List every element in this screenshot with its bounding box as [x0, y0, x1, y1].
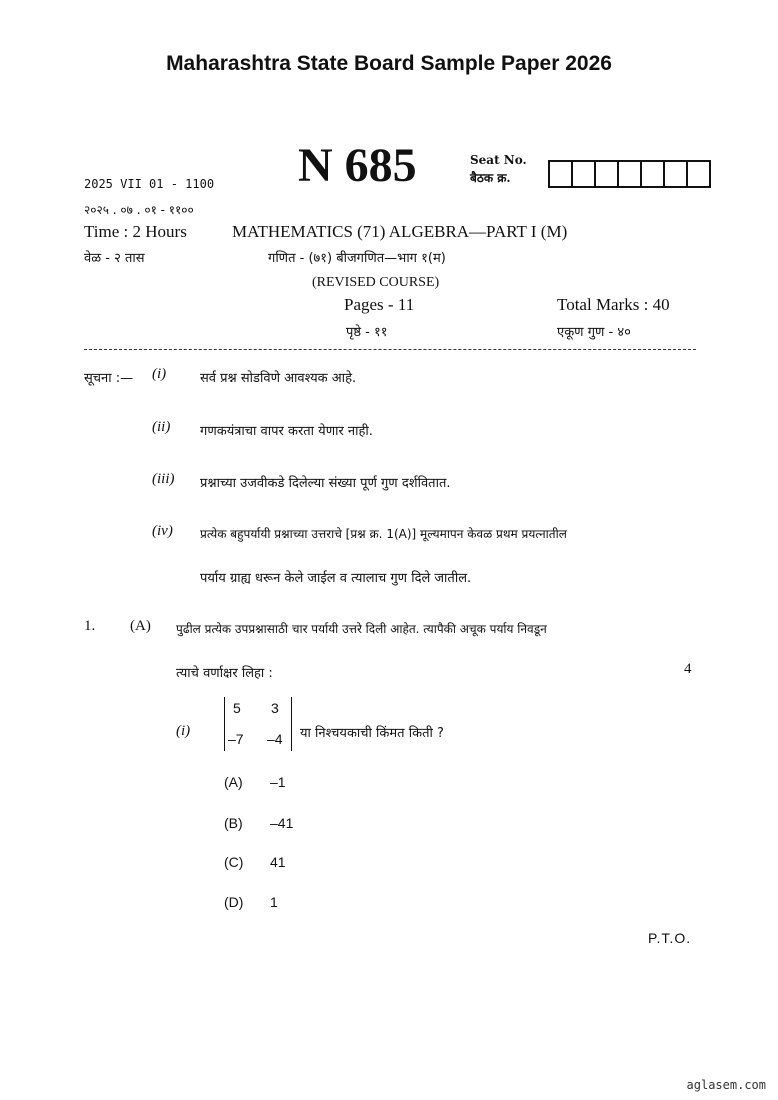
seat-label-mr: बैठक क्र. [470, 171, 511, 185]
instruction-text: प्रत्येक बहुपर्यायी प्रश्नाच्या उत्तराचे [प्रश्न क्र. 1(A)] मूल्यमापन केवळ प्रथम प्रयत्नातील [200, 527, 567, 541]
matrix-cell: –7 [228, 731, 244, 747]
question-marks: 4 [684, 661, 692, 677]
divider [84, 349, 696, 350]
pages-mr: पृष्ठे - ११ [346, 325, 388, 340]
seat-box [688, 162, 709, 186]
option-label: (A) [224, 774, 243, 790]
option-value: 1 [270, 894, 278, 910]
instruction-num: (i) [152, 366, 167, 382]
determinant [224, 697, 292, 751]
instruction-text: सर्व प्रश्न सोडविणे आवश्यक आहे. [200, 371, 357, 386]
seat-label-en: Seat No. [470, 153, 527, 167]
total-marks-mr: एकूण गुण - ४० [557, 325, 631, 340]
subquestion-num: (i) [176, 723, 191, 739]
seat-number-boxes [548, 160, 711, 188]
instruction-num: (ii) [152, 419, 171, 435]
reference-mr: २०२५ . ०७ . ०१ - ११०० [84, 203, 194, 217]
subject-en: MATHEMATICS (71) ALGEBRA—PART I (M) [232, 222, 568, 241]
pages-en: Pages - 11 [344, 295, 415, 314]
subject-mr: गणित - (७१) बीजगणित—भाग १(म) [268, 251, 446, 266]
instruction-num: (iii) [152, 471, 175, 487]
option-label: (B) [224, 815, 243, 831]
question-text: पुढील प्रत्येक उपप्रश्नासाठी चार पर्यायी उत्तरे दिली आहेत. त्यापैकी अचूक पर्याय निवडून [176, 622, 547, 636]
matrix-cell: 3 [271, 700, 279, 716]
seat-box [665, 162, 688, 186]
seat-box [573, 162, 596, 186]
paper-code: N 685 [298, 139, 417, 192]
seat-box [642, 162, 665, 186]
question-number: 1. [84, 618, 96, 634]
seat-box [596, 162, 619, 186]
reference-en: 2025 VII 01 - 1100 [84, 177, 215, 191]
course: (REVISED COURSE) [312, 275, 440, 290]
instruction-text: गणकयंत्राचा वापर करता येणार नाही. [200, 424, 373, 439]
pto-note: P.T.O. [648, 930, 692, 946]
option-value: –41 [270, 815, 294, 831]
instruction-num: (iv) [152, 523, 173, 539]
instruction-text: प्रश्नाच्या उजवीकडे दिलेल्या संख्या पूर्ण गुण दर्शवितात. [200, 476, 451, 491]
instructions-heading: सूचना :— [84, 371, 134, 386]
option-label: (D) [224, 894, 244, 910]
banner-title: Maharashtra State Board Sample Paper 2026 [166, 52, 612, 75]
time-en: Time : 2 Hours [84, 222, 187, 241]
question-part: (A) [130, 618, 151, 634]
matrix-cell: 5 [233, 700, 241, 716]
seat-box [550, 162, 573, 186]
watermark: aglasem.com [686, 1078, 766, 1092]
question-text-cont: त्याचे वर्णाक्षर लिहा : [176, 666, 273, 681]
seat-box [619, 162, 642, 186]
total-marks-en: Total Marks : 40 [557, 295, 670, 314]
option-label: (C) [224, 854, 244, 870]
instruction-text-cont: पर्याय ग्राह्य धरून केले जाईल व त्यालाच गुण दिले जातील. [200, 571, 472, 586]
time-mr: वेळ - २ तास [84, 251, 145, 266]
option-value: –1 [270, 774, 286, 790]
seat-label [470, 151, 527, 187]
option-value: 41 [270, 854, 286, 870]
subquestion-prompt: या निश्चयकाची किंमत किती ? [300, 726, 444, 741]
matrix-cell: –4 [267, 731, 283, 747]
